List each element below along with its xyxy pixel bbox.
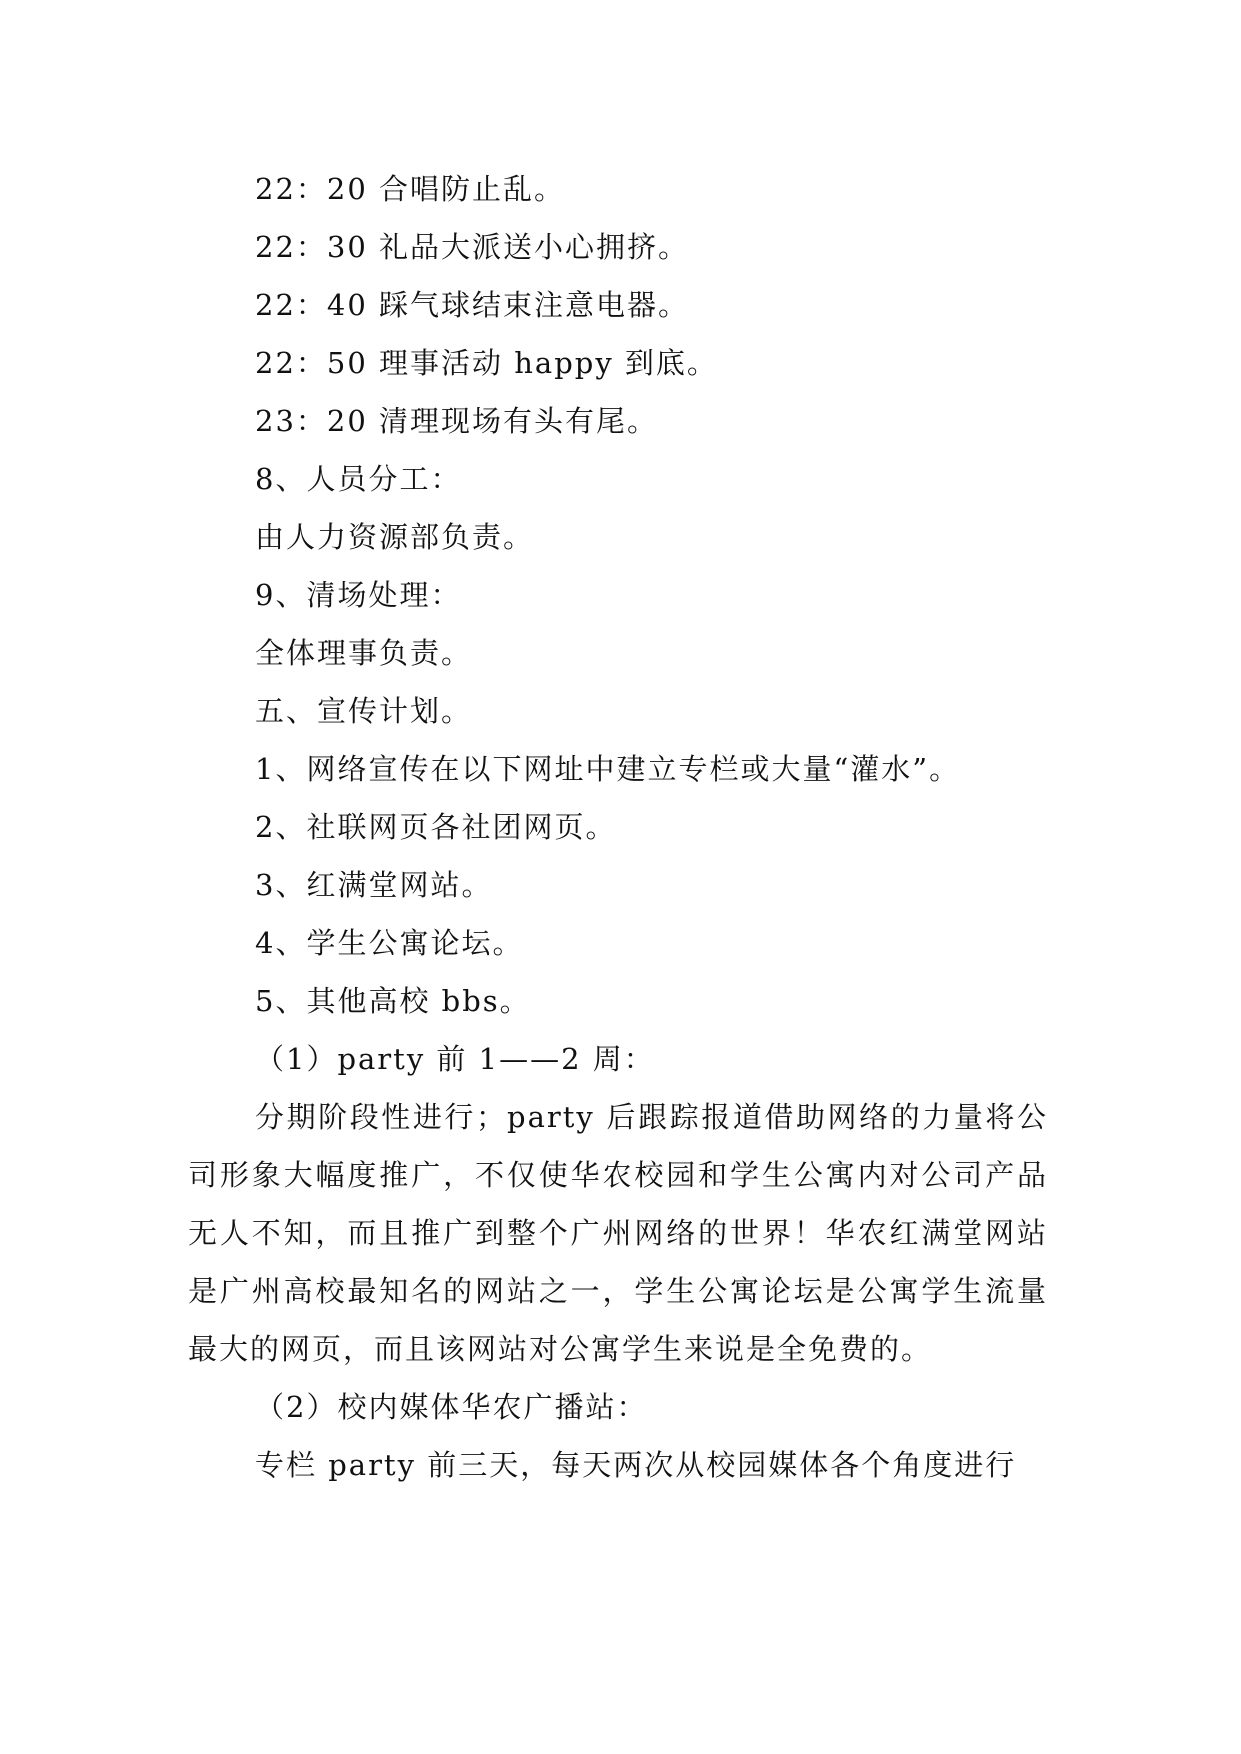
subheading-2: （2）校内媒体华农广播站： [255, 1390, 648, 1424]
section-cleanup-text: 全体理事负责。 [255, 636, 473, 670]
publicity-item-5: 5、其他高校 bbs。 [255, 984, 531, 1018]
publicity-item-4: 4、学生公寓论坛。 [255, 926, 524, 960]
section-staffing-text: 由人力资源部负责。 [255, 520, 535, 554]
schedule-line-2320: 23：20 清理现场有头有尾。 [255, 404, 659, 438]
section-cleanup-heading: 9、清场处理： [255, 578, 462, 612]
schedule-line-2230: 22：30 礼品大派送小心拥挤。 [255, 230, 690, 264]
schedule-line-2220: 22：20 合唱防止乱。 [255, 172, 566, 206]
publicity-item-1: 1、网络宣传在以下网址中建立专栏或大量“灌水”。 [255, 752, 961, 786]
schedule-line-2250: 22：50 理事活动 happy 到底。 [255, 346, 718, 380]
document-body [188, 160, 1048, 1494]
schedule-line-2240: 22：40 踩气球结束注意电器。 [255, 288, 690, 322]
paragraph-2: 专栏 party 前三天，每天两次从校园媒体各个角度进行 [255, 1448, 1017, 1482]
section-staffing-heading: 8、人员分工： [255, 462, 462, 496]
paragraph-1: 分期阶段性进行；party 后跟踪报道借助网络的力量将公司形象大幅度推广，不仅使华农校园和学生公寓内对公司产品无人不知，而且推广到整个广州网络的世界！华农红满堂网站是广州高校最知名的网站之一，学生公寓论坛是公寓学生流量最大的网页，而且该网站对公寓学生来说是全免费的。 [188, 1100, 1048, 1366]
subheading-1: （1）party 前 1——2 周： [255, 1042, 655, 1076]
publicity-item-2: 2、社联网页各社团网页。 [255, 810, 617, 844]
publicity-item-3: 3、红满堂网站。 [255, 868, 493, 902]
section-publicity-heading: 五、宣传计划。 [255, 694, 473, 728]
